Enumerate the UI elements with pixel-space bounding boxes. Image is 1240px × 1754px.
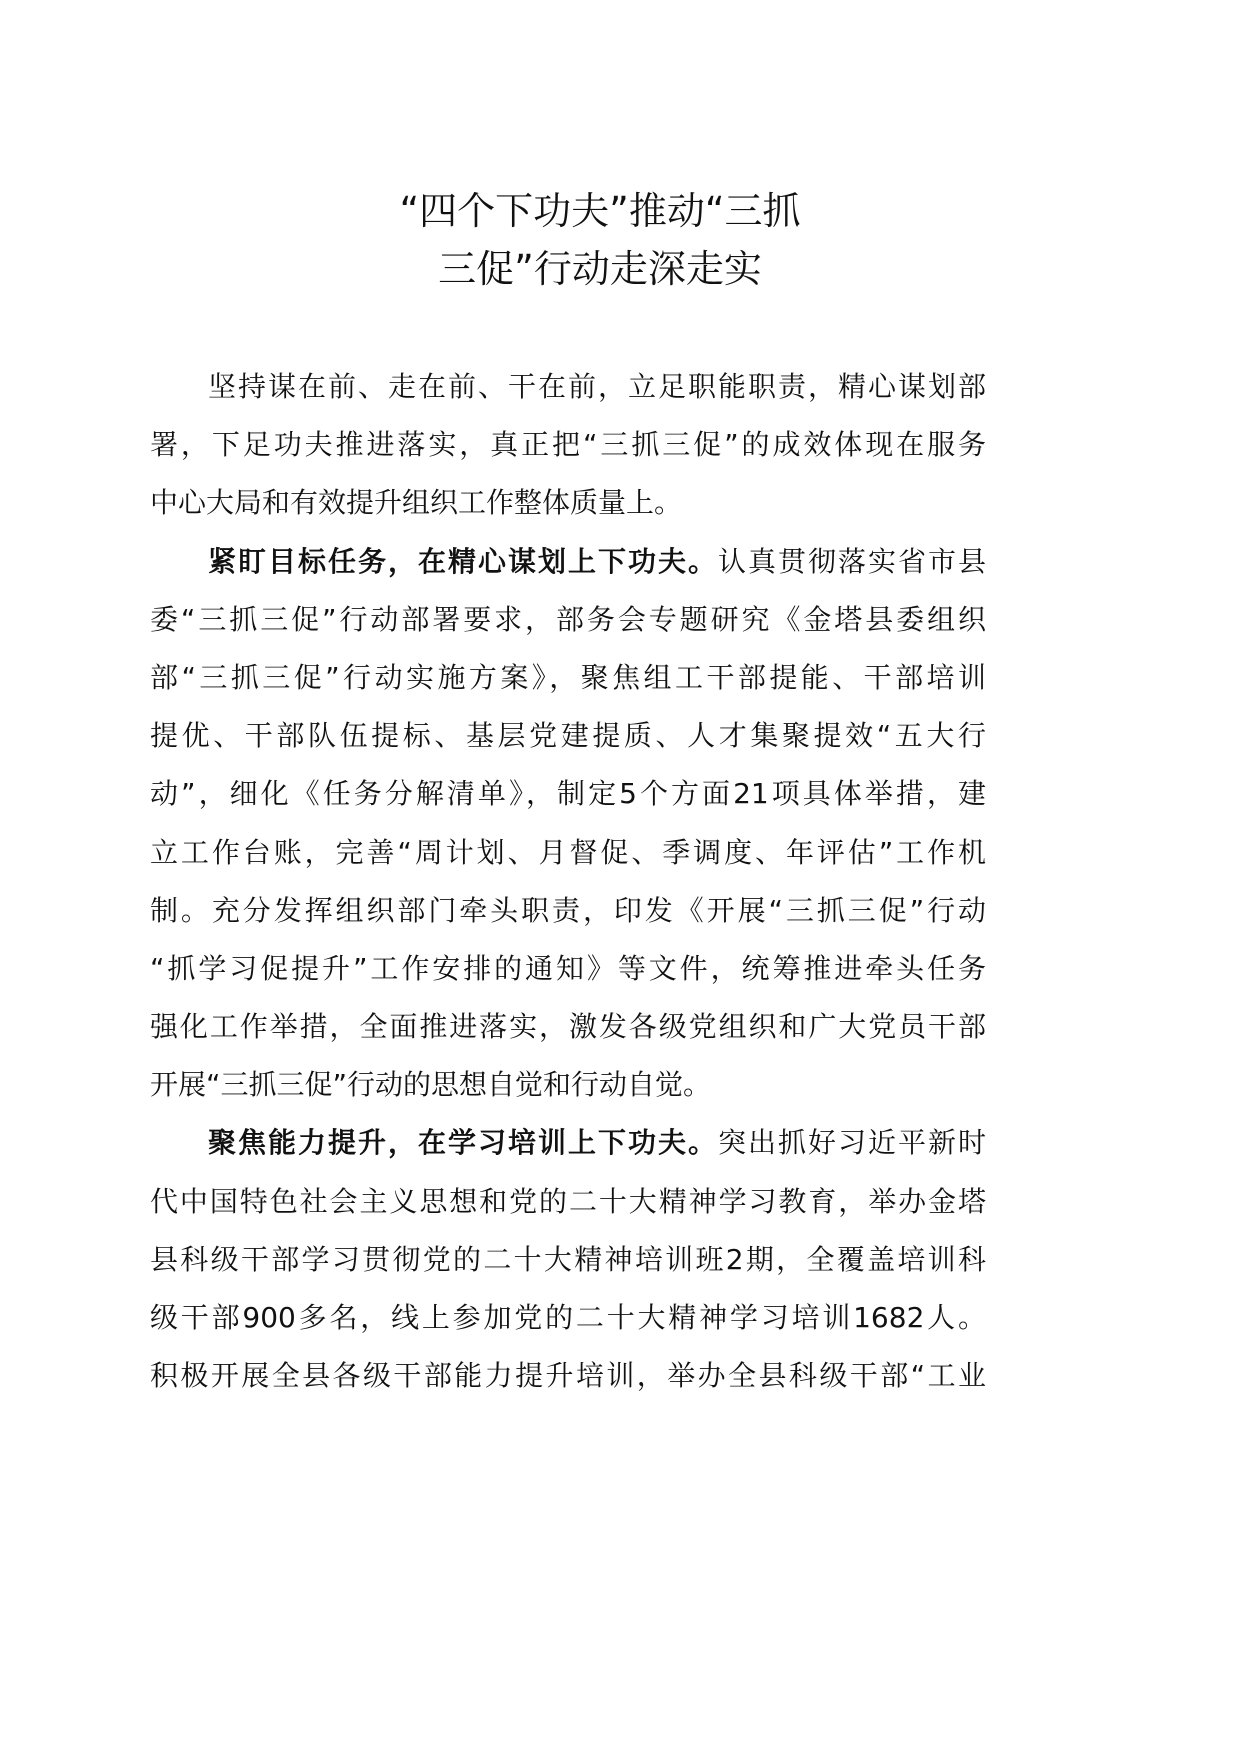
text-line — [150, 1231, 986, 1289]
line-text: “抓学习促提升”工作安排的通知》等文件，统筹推进牵头任务 — [150, 951, 986, 985]
line-text: 中心大局和有效提升组织工作整体质量上。 — [150, 486, 683, 520]
line-text: 认真贯彻落实省市县 — [717, 544, 986, 578]
text-line — [150, 707, 986, 765]
text-line — [150, 591, 986, 649]
text-line — [150, 416, 986, 474]
paragraph-heading: 紧盯目标任务，在精心谋划上下功夫。 — [208, 544, 718, 578]
line-text: 署，下足功夫推进落实，真正把“三抓三促”的成效体现在服务 — [150, 428, 986, 462]
text-line — [150, 1289, 986, 1347]
text-line — [150, 1173, 986, 1231]
text-line — [150, 824, 986, 882]
line-text: 突出抓好习近平新时 — [717, 1126, 986, 1160]
line-text: 动”，细化《任务分解清单》，制定5个方面21项具体举措，建 — [150, 777, 986, 811]
text-line — [150, 533, 986, 591]
text-line — [150, 1347, 986, 1405]
text-line — [150, 765, 986, 823]
paragraph-heading: 聚焦能力提升，在学习培训上下功夫。 — [208, 1126, 718, 1160]
text-line — [150, 1056, 986, 1114]
line-text: 级干部900多名，线上参加党的二十大精神学习培训1682人。 — [150, 1301, 986, 1334]
text-line — [150, 1114, 986, 1172]
text-line — [150, 882, 986, 940]
line-text: 开展“三抓三促”行动的思想自觉和行动自觉。 — [150, 1068, 712, 1102]
line-text: 强化工作举措，全面推进落实，激发各级党组织和广大党员干部 — [150, 1010, 986, 1044]
text-line — [150, 649, 986, 707]
document-body — [150, 358, 986, 1405]
document-title-line-2: 三促”行动走深走实 — [438, 247, 762, 291]
text-line — [150, 474, 986, 532]
line-text: 提优、干部队伍提标、基层党建提质、人才集聚提效“五大行 — [150, 719, 986, 753]
line-text: 委“三抓三促”行动部署要求，部务会专题研究《金塔县委组织 — [150, 602, 986, 636]
document-title-line-1: “四个下功夫”推动“三抓 — [399, 189, 801, 233]
line-text: 代中国特色社会主义思想和党的二十大精神学习教育，举办金塔 — [150, 1184, 986, 1218]
line-text: 立工作台账，完善“周计划、月督促、季调度、年评估”工作机 — [150, 835, 986, 869]
text-line — [150, 358, 986, 416]
line-text: 积极开展全县各级干部能力提升培训，举办全县科级干部“工业 — [150, 1359, 986, 1393]
line-text: 部“三抓三促”行动实施方案》，聚焦组工干部提能、干部培训 — [150, 660, 986, 694]
line-text: 制。充分发挥组织部门牵头职责，印发《开展“三抓三促”行动 — [150, 893, 986, 927]
line-text: 县科级干部学习贯彻党的二十大精神培训班2期，全覆盖培训科 — [150, 1242, 986, 1276]
text-line — [150, 998, 986, 1056]
text-line — [150, 940, 986, 998]
line-text: 坚持谋在前、走在前、干在前，立足职能职责，精心谋划部 — [208, 370, 986, 403]
